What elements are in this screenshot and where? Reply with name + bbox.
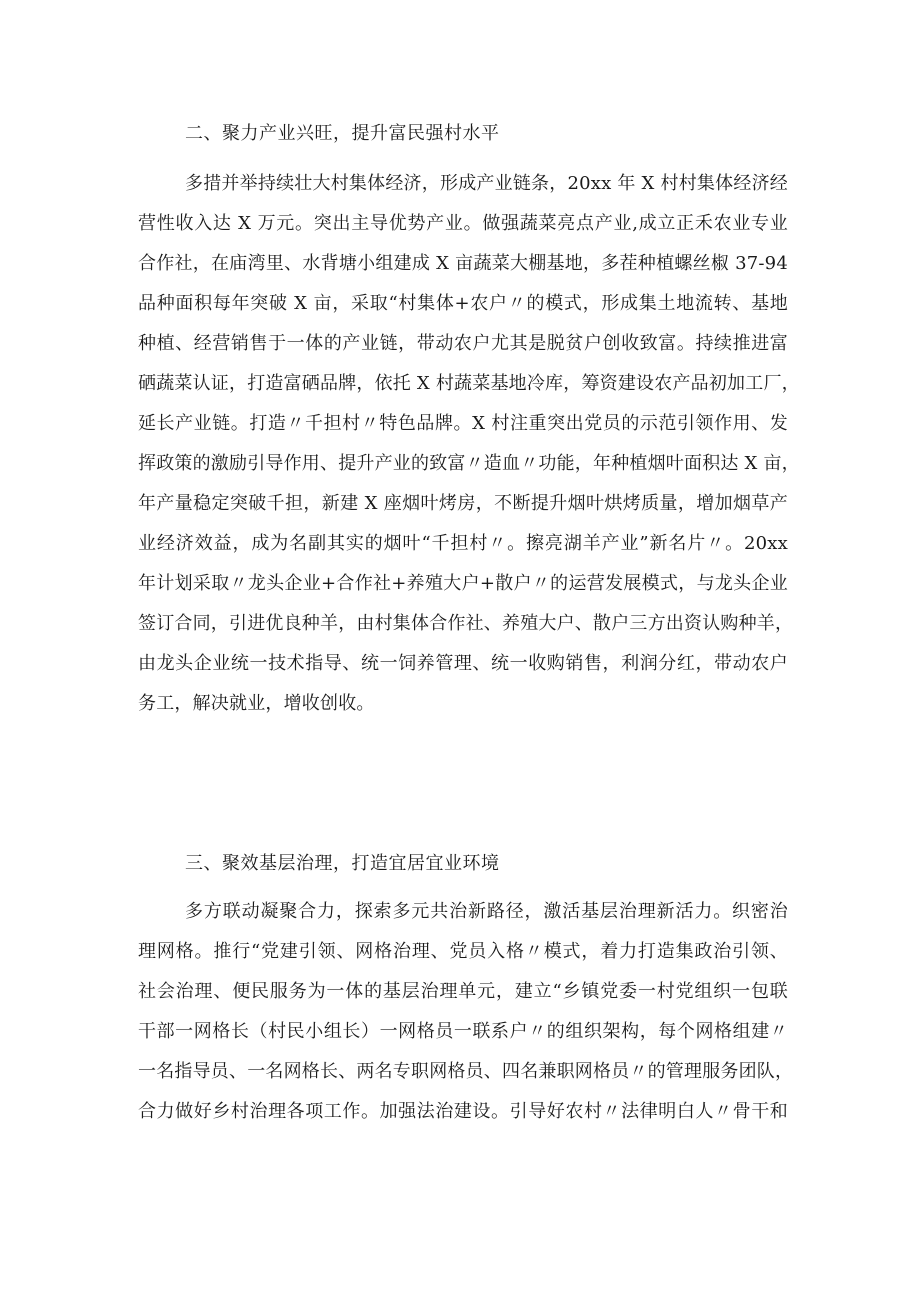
text-line: 营性收入达 X 万元。突出主导优势产业。做强蔬菜亮点产业,成立正禾农业专业: [138, 213, 788, 234]
text-line: 签订合同，引进优良种羊，由村集体合作社、养殖大户、散户三方出资认购种羊，: [138, 613, 794, 634]
paragraph-governance: [138, 892, 794, 1132]
section-heading-governance: 三、聚效基层治理，打造宜居宜业环境: [185, 853, 500, 874]
text-line: 一名指导员、一名网格长、两名专职网格员、四名兼职网格员〃的管理服务团队，: [138, 1061, 794, 1082]
text-line: 硒蔬菜认证，打造富硒品牌，依托 X 村蔬菜基地冷库，筹资建设农产品初加工厂，: [138, 373, 800, 394]
text-line: 干部一网格长（村民小组长）一网格员一联系户〃的组织架构，每个网格组建〃: [138, 1021, 788, 1042]
section-heading-industry: 二、聚力产业兴旺，提升富民强村水平: [185, 123, 500, 144]
paragraph-industry: [138, 164, 800, 724]
text-line: 年产量稳定突破千担，新建 X 座烟叶烤房，不断提升烟叶烘烤质量，增加烟草产: [138, 493, 788, 514]
text-line: 业经济效益，成为名副其实的烟叶“千担村〃。擦亮湖羊产业”新名片〃。20xx: [138, 533, 788, 554]
text-line: 多方联动凝聚合力，探索多元共治新路径，激活基层治理新活力。织密治: [185, 901, 788, 922]
text-line: 多措并举持续壮大村集体经济，形成产业链条，20xx 年 X 村村集体经济经: [185, 173, 788, 194]
text-line: 社会治理、便民服务为一体的基层治理单元，建立“乡镇党委一村党组织一包联: [138, 981, 788, 1002]
text-line: 理网格。推行“党建引领、网格治理、党员入格〃模式，着力打造集政治引领、: [138, 941, 788, 962]
text-line: 务工，解决就业，增收创收。: [138, 693, 375, 714]
text-line: 种植、经营销售于一体的产业链，带动农户尤其是脱贫户创收致富。持续推进富: [138, 333, 788, 354]
text-line: 延长产业链。打造〃千担村〃特色品牌。X 村注重突出党员的示范引领作用、发: [138, 413, 788, 434]
text-line: 合力做好乡村治理各项工作。加强法治建设。引导好农村〃法律明白人〃骨干和: [138, 1101, 788, 1122]
text-line: 由龙头企业统一技术指导、统一饲养管理、统一收购销售，利润分红，带动农户: [138, 653, 788, 674]
text-line: 合作社，在庙湾里、水背塘小组建成 X 亩蔬菜大棚基地，多茬种植螺丝椒 37-94: [138, 253, 788, 274]
text-line: 品种面积每年突破 X 亩，采取“村集体+农户〃的模式，形成集土地流转、基地: [138, 293, 788, 314]
text-line: 年计划采取〃龙头企业+合作社+养殖大户+散户〃的运营发展模式，与龙头企业: [138, 573, 788, 594]
text-line: 挥政策的激励引导作用、提升产业的致富〃造血〃功能，年种植烟叶面积达 X 亩，: [138, 453, 800, 474]
